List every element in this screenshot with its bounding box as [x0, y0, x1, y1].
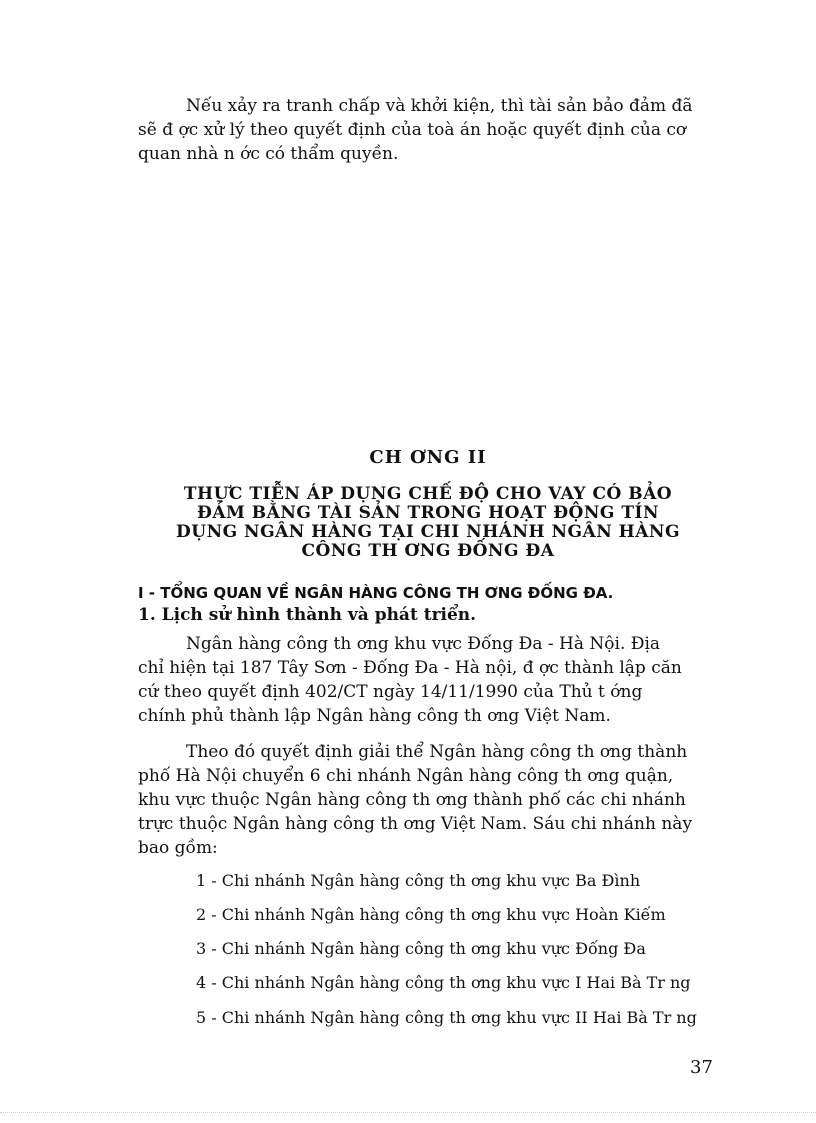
chapter-title-line: DỤNG NGÂN HÀNG TẠI CHI NHÁNH NGÂN HÀNG — [176, 522, 680, 542]
paragraph-line: chỉ hiện tại 187 Tây Sơn - Đống Đa - Hà nội, đ ợc thành lập căn — [138, 658, 682, 678]
intro-line: Nếu xảy ra tranh chấp và khởi kiện, thì tài sản bảo đảm đã — [186, 96, 693, 116]
paragraph-branches-intro — [138, 740, 718, 860]
chapter-title-line: THỰC TIỄN ÁP DỤNG CHẾ ĐỘ CHO VAY CÓ BẢO — [183, 484, 673, 504]
paragraph-line: trực thuộc Ngân hàng công th ơng Việt Nam. Sáu chi nhánh này — [138, 814, 693, 834]
branch-list-item: 1 - Chi nhánh Ngân hàng công th ơng khu vực Ba Đình — [196, 871, 641, 890]
chapter-title-line: CÔNG TH ƠNG ĐỐNG ĐA — [301, 541, 555, 561]
chapter-label: CH ƠNG II — [369, 447, 487, 468]
page-number: 37 — [690, 1057, 713, 1078]
chapter-title — [138, 485, 718, 561]
branch-list-item: 5 - Chi nhánh Ngân hàng công th ơng khu vực II Hai Bà Tr ng — [196, 1008, 697, 1027]
paragraph-line: phố Hà Nội chuyển 6 chi nhánh Ngân hàng công th ơng quận, — [138, 766, 674, 786]
paragraph-line: khu vực thuộc Ngân hàng công th ơng thành phố các chi nhánh — [138, 790, 686, 810]
paragraph-line: Theo đó quyết định giải thể Ngân hàng công th ơng thành — [186, 742, 688, 762]
intro-line: sẽ đ ợc xử lý theo quyết định của toà án hoặc quyết định của cơ — [138, 120, 687, 140]
paragraph-line: bao gồm: — [138, 838, 218, 858]
section-heading: I - TỔNG QUAN VỀ NGÂN HÀNG CÔNG TH ƠNG ĐỐNG ĐA. — [138, 584, 614, 602]
page-bottom-divider — [0, 1112, 816, 1113]
paragraph-history — [138, 632, 718, 728]
chapter-title-line: ĐẢM BẰNG TÀI SẢN TRONG HOẠT ĐỘNG TÍN — [196, 503, 659, 523]
paragraph-line: chính phủ thành lập Ngân hàng công th ơng Việt Nam. — [138, 706, 611, 726]
branch-list-item: 3 - Chi nhánh Ngân hàng công th ơng khu vực Đống Đa — [196, 939, 646, 958]
subsection-heading: 1. Lịch sử hình thành và phát triển. — [138, 605, 477, 625]
branch-list-item: 2 - Chi nhánh Ngân hàng công th ơng khu vực Hoàn Kiếm — [196, 905, 666, 924]
intro-paragraph — [138, 94, 718, 166]
branch-list-item: 4 - Chi nhánh Ngân hàng công th ơng khu vực I Hai Bà Tr ng — [196, 973, 691, 992]
intro-line: quan nhà n ớc có thẩm quyền. — [138, 144, 399, 164]
paragraph-line: cứ theo quyết định 402/CT ngày 14/11/1990 của Thủ t ớng — [138, 682, 643, 702]
paragraph-line: Ngân hàng công th ơng khu vực Đống Đa - Hà Nội. Địa — [186, 634, 661, 654]
